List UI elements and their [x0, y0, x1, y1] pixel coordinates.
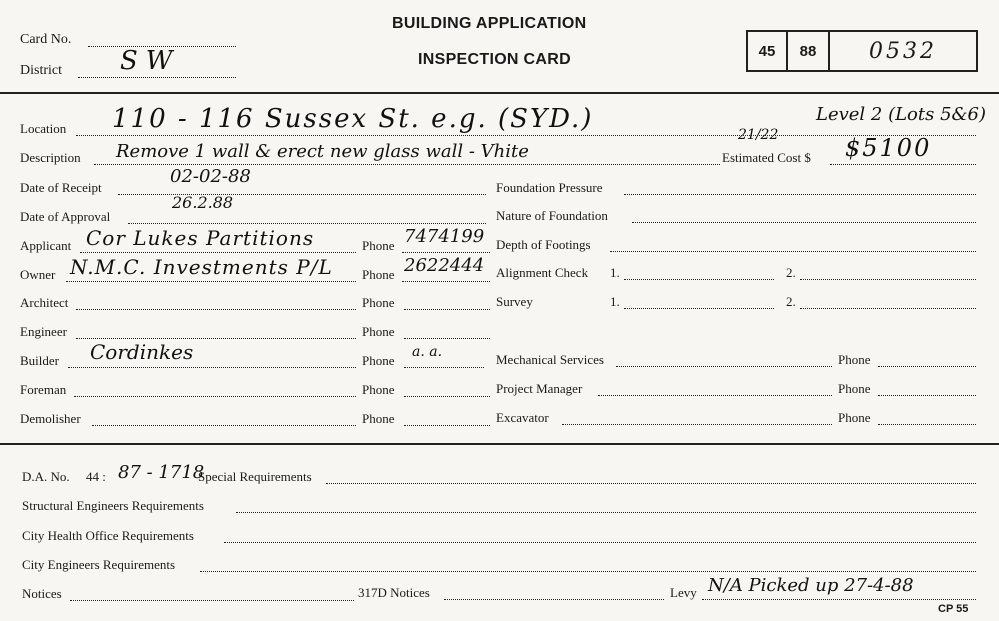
owner-phone-field[interactable] — [402, 281, 490, 282]
foreman-field[interactable] — [74, 396, 356, 397]
date-of-receipt-label: Date of Receipt — [20, 180, 102, 195]
survey-num-1: 1. — [610, 294, 620, 309]
foreman-label: Foreman — [20, 382, 67, 397]
district-label: District — [20, 63, 62, 78]
nature-of-foundation-field[interactable] — [632, 222, 976, 223]
excavator-phone-label: Phone — [838, 410, 871, 425]
owner-phone-label: Phone — [362, 267, 395, 282]
date-of-approval-label: Date of Approval — [20, 209, 111, 224]
mechanical-services-phone-label: Phone — [838, 352, 871, 367]
demolisher-field[interactable] — [92, 425, 356, 426]
location-label: Location — [20, 121, 67, 136]
card-no-label: Card No. — [20, 32, 72, 47]
da-no-value: 87 - 1718 — [118, 462, 205, 483]
city-health-field[interactable] — [224, 542, 976, 543]
box-cell-3: 0532 — [869, 38, 937, 64]
foreman-phone-label: Phone — [362, 382, 395, 397]
levy-field[interactable] — [702, 599, 976, 600]
depth-of-footings-label: Depth of Footings — [496, 237, 591, 252]
applicant-field[interactable] — [80, 252, 356, 253]
foreman-phone-field[interactable] — [404, 396, 490, 397]
architect-field[interactable] — [76, 309, 356, 310]
applicant-label: Applicant — [20, 238, 72, 253]
levy-label: Levy — [670, 585, 697, 600]
survey-field-1[interactable] — [624, 308, 774, 309]
engineer-field[interactable] — [76, 338, 356, 339]
alignment-check-num-1: 1. — [610, 265, 620, 280]
special-requirements-field[interactable] — [326, 483, 976, 484]
description-value: Remove 1 wall & erect new glass wall - Vhite — [116, 141, 529, 162]
estimated-cost-label: Estimated Cost $ — [722, 150, 811, 165]
district-value: SW — [120, 46, 181, 76]
project-manager-label: Project Manager — [496, 381, 583, 396]
applicant-phone-field[interactable] — [402, 252, 490, 253]
engineer-phone-field[interactable] — [404, 338, 490, 339]
builder-phone-field[interactable] — [404, 367, 484, 368]
applicant-phone-label: Phone — [362, 238, 395, 253]
applicant-value: Cor Lukes Partitions — [86, 226, 315, 250]
notices-label: Notices — [22, 586, 62, 601]
notices-field[interactable] — [70, 600, 354, 601]
estimated-cost-value: $5100 — [845, 134, 932, 162]
mechanical-services-label: Mechanical Services — [496, 352, 604, 367]
demolisher-phone-field[interactable] — [404, 425, 490, 426]
city-health-label: City Health Office Requirements — [22, 528, 194, 543]
excavator-label: Excavator — [496, 410, 549, 425]
levy-value: N/A Picked up 27-4-88 — [708, 575, 914, 596]
excavator-phone-field[interactable] — [878, 424, 976, 425]
engineer-label: Engineer — [20, 324, 67, 339]
builder-field[interactable] — [68, 367, 356, 368]
architect-label: Architect — [20, 295, 69, 310]
box-cell-1: 45 — [748, 32, 788, 70]
builder-phone-value: a. a. — [412, 344, 443, 360]
project-manager-phone-label: Phone — [838, 381, 871, 396]
alignment-check-field-1[interactable] — [624, 279, 774, 280]
da-no-label: D.A. No. — [22, 469, 70, 484]
builder-phone-label: Phone — [362, 353, 395, 368]
foundation-pressure-field[interactable] — [624, 194, 976, 195]
builder-label: Builder — [20, 353, 59, 368]
estimated-cost-field[interactable] — [830, 164, 976, 165]
special-requirements-label: Special Requirements — [198, 469, 312, 484]
level-value: Level 2 (Lots 5&6) — [816, 104, 987, 125]
date-of-approval-value: 26.2.88 — [172, 193, 234, 212]
alignment-check-label: Alignment Check — [496, 265, 589, 280]
demolisher-phone-label: Phone — [362, 411, 395, 426]
survey-label: Survey — [496, 294, 533, 309]
317d-notices-field[interactable] — [444, 599, 664, 600]
architect-phone-label: Phone — [362, 295, 395, 310]
form-code: CP 55 — [938, 603, 969, 615]
317d-notices-label: 317D Notices — [358, 585, 430, 600]
builder-value: Cordinkes — [90, 340, 194, 364]
mechanical-services-phone-field[interactable] — [878, 366, 976, 367]
title-line-1: BUILDING APPLICATION — [392, 15, 587, 32]
survey-num-2: 2. — [786, 294, 796, 309]
city-engineers-label: City Engineers Requirements — [22, 557, 176, 572]
section-divider — [0, 443, 999, 445]
alignment-check-num-2: 2. — [786, 265, 796, 280]
structural-field[interactable] — [236, 512, 976, 513]
survey-field-2[interactable] — [800, 308, 976, 309]
applicant-phone-value: 7474199 — [404, 226, 485, 247]
location-field[interactable] — [76, 135, 976, 136]
header-divider — [0, 92, 999, 94]
date-of-approval-field[interactable] — [128, 223, 486, 224]
project-manager-phone-field[interactable] — [878, 395, 976, 396]
nature-of-foundation-label: Nature of Foundation — [496, 208, 608, 223]
owner-label: Owner — [20, 267, 56, 282]
architect-phone-field[interactable] — [404, 309, 490, 310]
owner-phone-value: 2622444 — [404, 255, 485, 276]
mechanical-services-field[interactable] — [616, 366, 832, 367]
engineer-phone-label: Phone — [362, 324, 395, 339]
excavator-field[interactable] — [562, 424, 832, 425]
da-no-prefix: 44 : — [86, 469, 106, 484]
owner-value: N.M.C. Investments P/L — [70, 255, 333, 279]
date-of-receipt-value: 02-02-88 — [170, 166, 251, 187]
alignment-check-field-2[interactable] — [800, 279, 976, 280]
depth-of-footings-field[interactable] — [610, 251, 976, 252]
card-number-box — [746, 30, 978, 72]
city-engineers-field[interactable] — [200, 571, 976, 572]
box-cell-2: 88 — [788, 32, 830, 70]
level-ref-value: 21/22 — [738, 127, 779, 143]
location-value: 110 - 116 Sussex St. e.g. (SYD.) — [112, 104, 594, 134]
district-field[interactable] — [78, 77, 236, 78]
title-line-2: INSPECTION CARD — [418, 51, 571, 68]
description-label: Description — [20, 150, 81, 165]
demolisher-label: Demolisher — [20, 411, 81, 426]
foundation-pressure-label: Foundation Pressure — [496, 180, 603, 195]
owner-field[interactable] — [66, 281, 356, 282]
description-field[interactable] — [94, 164, 720, 165]
project-manager-field[interactable] — [598, 395, 832, 396]
structural-label: Structural Engineers Requirements — [22, 498, 204, 513]
